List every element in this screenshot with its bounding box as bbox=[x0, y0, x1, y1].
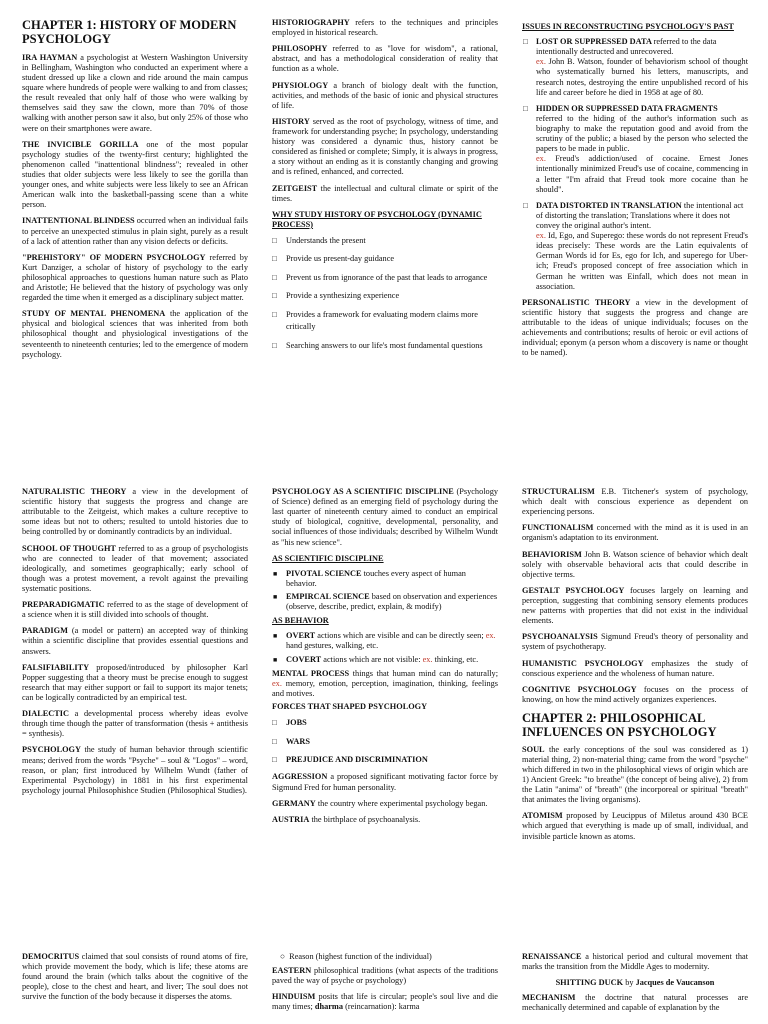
definition: the birthplace of psychoanalysis. bbox=[311, 814, 421, 824]
definition: John B. Watson science of behavior which dealt solely with observable behavioral acts that could describe in objective terms. bbox=[522, 549, 748, 579]
list-item bbox=[272, 717, 498, 729]
definition: a view in the development of scientific history that suggests the progress and change are attributable to the Zeitgeist, which makes a culture receptive to some ideas but not to others; resulted to untold histories due to being controlled by or dominantly contradicts by an individual. bbox=[22, 487, 248, 537]
entry-hinduism bbox=[272, 992, 498, 1012]
term: FUNCTIONALISM bbox=[522, 523, 594, 533]
entry-falsifiability bbox=[22, 663, 248, 703]
definition: emphasizes the study of conscious experience and the wholeness of human nature. bbox=[522, 658, 748, 678]
definition: E.B. Titchener's system of psychology, which dealt with conscious experience as dependent on experiencing persons. bbox=[522, 487, 748, 517]
issue-title-text: DATA DISTORTED IN TRANSLATION bbox=[536, 200, 682, 210]
definition: based on observation and experiences (observe, describe, predict, explain, & modify) bbox=[286, 591, 498, 612]
column-1-row-2 bbox=[22, 487, 248, 802]
term: PHYSIOLOGY bbox=[272, 80, 329, 90]
definition: the doctrine that natural processes are mechanically determined and capable of explanation by the bbox=[522, 993, 748, 1013]
entry-mechanism bbox=[522, 993, 748, 1013]
term: ZEITGEIST bbox=[272, 183, 318, 193]
definition: touches every aspect of human behavior. bbox=[286, 568, 466, 588]
checkbox-bullet-icon: □ bbox=[523, 200, 528, 210]
definition: referred by Kurt Danziger, a scholar of history of psychology to the early philosophical approaches to questions human nature such as Plato and Aristotle; He believed that the history of psychology was only regarded the time when it emerged as a disciplinary subject matter. bbox=[22, 252, 249, 303]
checkbox-bullet-icon: □ bbox=[523, 37, 528, 47]
entry-zeitgeist bbox=[272, 184, 498, 204]
entry-atomism bbox=[522, 811, 748, 841]
entry-invicible-gorilla bbox=[22, 140, 248, 211]
list-item bbox=[272, 340, 498, 352]
example-text: Id, Ego, and Superego: these words do not represent Freud's ideas precisely: These words are the Latin equivalents of German Words id for Es, ego for Ich, and superego for Uber-ich; Freud's proposed concept of free association which in German he written was Einfall, which does not mean in association. bbox=[536, 231, 748, 291]
term: DEMOCRITUS bbox=[22, 952, 80, 961]
entry-ira-hayman bbox=[22, 53, 248, 134]
entry-inattentional-blindess bbox=[22, 216, 248, 246]
entry-personalistic-theory bbox=[522, 298, 748, 359]
why-study-list bbox=[272, 235, 498, 352]
list-item-text: JOBS bbox=[286, 718, 307, 728]
definition: occurred when an individual fails to perceive an unexpected stimulus in plain sight, purely as a result of a lack of attention rather than any vision defects or deficits. bbox=[22, 216, 248, 246]
square-bullet-icon: ■ bbox=[273, 569, 278, 578]
issue-title bbox=[522, 37, 748, 57]
term: THE INVICIBLE GORILLA bbox=[22, 139, 139, 149]
definition: the intellectual and cultural climate or spirit of the times. bbox=[272, 183, 498, 203]
term: NATURALISTIC THEORY bbox=[22, 487, 127, 496]
entry-mental-phenomena bbox=[22, 309, 248, 360]
list-item-text: Searching answers to our life's most fundamental questions bbox=[286, 340, 483, 350]
term: MENTAL PROCESS bbox=[272, 668, 350, 678]
issue-example bbox=[522, 154, 748, 194]
list-item bbox=[272, 309, 498, 334]
definition: actions which are not visible: bbox=[323, 654, 421, 664]
list-item bbox=[272, 655, 498, 665]
entry-structuralism bbox=[522, 487, 748, 517]
list-item-text: Provide a synthesizing experience bbox=[286, 291, 400, 301]
definition: a view in the development of scientific history that suggests the progress and change are attributable to the ideas of unique individuals; focuses on the achievements and contributions; results of heroic or evil actions of individual; eponym (a person whom a discovery is name or thought to be named). bbox=[522, 297, 748, 358]
column-3-row-1 bbox=[522, 18, 748, 364]
checkbox-bullet-icon: □ bbox=[272, 309, 277, 319]
definition: the application of the physical and biological sciences that was inherited from both philosophical thought and physiological investigations of the seventeenth to nineteenth centuries; led to the emergence of modern psychology. bbox=[22, 309, 249, 359]
entry-psychology bbox=[22, 745, 248, 796]
term: PERSONALISTIC THEORY bbox=[522, 297, 631, 307]
issue-hidden-data bbox=[522, 104, 748, 195]
checkbox-bullet-icon: □ bbox=[272, 736, 277, 746]
definition: things that human mind can do naturally; bbox=[352, 668, 499, 678]
term: FALSIFIABILITY bbox=[22, 662, 90, 672]
entry-preparadigmatic bbox=[22, 600, 248, 620]
checkbox-bullet-icon: □ bbox=[272, 718, 277, 728]
entry-scientific-discipline bbox=[272, 487, 498, 548]
entry-philosophy bbox=[272, 44, 498, 74]
shitting-duck-caption bbox=[522, 978, 748, 988]
term: INATTENTIONAL BLINDESS bbox=[22, 216, 135, 226]
square-bullet-icon: ■ bbox=[273, 592, 278, 601]
definition: concerned with the mind as it is used in an organism's adaptation to its environment. bbox=[522, 523, 748, 543]
caption-author: Jacques de Vaucanson bbox=[635, 978, 715, 988]
list-item bbox=[272, 754, 498, 766]
definition: a branch of biology dealt with the function, activities, and methods of the basic of ionic and physical structures of life. bbox=[272, 80, 498, 110]
term: COGNITIVE PSYCHOLOGY bbox=[522, 684, 637, 694]
definition: posits that life is circular; people's soul live and die many times; bbox=[272, 992, 498, 1012]
term: EASTERN bbox=[272, 966, 312, 976]
entry-humanistic bbox=[522, 659, 748, 679]
example-text: thinking, etc. bbox=[434, 654, 479, 664]
list-item bbox=[272, 736, 498, 748]
issue-definition: referred to the hiding of the author's information such as biography to make the reputation good and avoid from the scrutiny of the public; a biased by the person who selected the papers to be made in public. bbox=[536, 113, 748, 154]
term: RENAISSANCE bbox=[522, 952, 582, 961]
definition: the study of human behavior through scientific means; derived from the words "Psyche" – soul & "Logos" – word, reason, or plan; first introduced by Wilhelm Wundt (father of Experimental Psychology) in 1881 in his first experimental psychology journal Philosophishce Studien (Philosophical Studies). bbox=[22, 745, 248, 795]
checkbox-bullet-icon: □ bbox=[272, 754, 277, 764]
entry-behaviorism bbox=[522, 550, 748, 580]
term: PARADIGM bbox=[22, 626, 68, 636]
list-item bbox=[272, 631, 498, 651]
definition: a proposed significant motivating factor force by Sigmund Fred for human personality. bbox=[272, 772, 499, 792]
issue-example bbox=[522, 231, 748, 292]
checkbox-bullet-icon: □ bbox=[523, 103, 528, 113]
term: GESTALT PSYCHOLOGY bbox=[522, 585, 625, 595]
definition: the early conceptions of the soul was considered as 1) material thing, 2) non-material thing; came from the word "psyche" which differed in two in the philosophical views of origin which are 1) Ancient Greek: "to breathe" (the concept of being alive), 2) from the Latin "anima" of "breath" (the incorporeal or spiritual "breath" that animates the living organisms). bbox=[522, 744, 748, 805]
entry-dialectic bbox=[22, 709, 248, 739]
chapter-1-title: CHAPTER 1: HISTORY OF MODERN PSYCHOLOGY bbox=[22, 18, 237, 47]
term: ATOMISM bbox=[522, 811, 563, 821]
definition: focuses on the process of knowing, on how the mind actively organizes experiences. bbox=[522, 684, 748, 704]
column-3-row-2 bbox=[522, 487, 748, 848]
entry-soul bbox=[522, 745, 748, 806]
entry-paradigm bbox=[22, 626, 248, 656]
entry-physiology bbox=[272, 81, 498, 111]
entry-prehistory bbox=[22, 253, 248, 304]
as-behavior-heading: AS BEHAVIOR bbox=[272, 616, 329, 626]
entry-germany bbox=[272, 799, 498, 809]
column-1-row-1 bbox=[22, 18, 248, 366]
example-text: hand gestures, walking, etc. bbox=[286, 641, 379, 651]
entry-psychoanalysis bbox=[522, 632, 748, 652]
list-item bbox=[272, 290, 498, 302]
definition: referred to as the stage of development of a science when it is still divided into schools of thought. bbox=[22, 600, 248, 620]
term: PREPARADIGMATIC bbox=[22, 600, 105, 610]
term: AUSTRIA bbox=[272, 814, 310, 824]
entry-eastern bbox=[272, 966, 498, 986]
list-item-text: PREJUDICE AND DISCRIMINATION bbox=[286, 754, 428, 764]
list-item-text: Understands the present bbox=[286, 235, 366, 245]
list-item-text: Provides a framework for evaluating modern claims more critically bbox=[286, 309, 478, 332]
checkbox-bullet-icon: □ bbox=[272, 235, 277, 245]
column-1-row-3 bbox=[22, 952, 248, 1009]
as-scientific-discipline-heading: AS SCIENTIFIC DISCIPLINE bbox=[272, 553, 384, 563]
term: GERMANY bbox=[272, 798, 316, 808]
list-item-text: Reason (highest function of the individual) bbox=[289, 952, 432, 961]
square-bullet-icon: ■ bbox=[273, 632, 278, 641]
term: EMPIRCAL SCIENCE bbox=[286, 591, 370, 601]
term: PHILOSOPHY bbox=[272, 44, 328, 54]
forces-list bbox=[272, 717, 498, 766]
term: PSYCHOLOGY AS A SCIENTIFIC DISCIPLINE bbox=[272, 487, 454, 496]
term: IRA HAYMAN bbox=[22, 52, 78, 62]
definition: claimed that soul consists of round atoms of fire, which provide movement the body, which is life; these atoms are found around the brain (which talks about the cognitive of the people), close to the chest and heart, and liver; The soul does not survive the function of the body because it disperses the atoms. bbox=[22, 952, 248, 1002]
entry-naturalistic-theory bbox=[22, 487, 248, 538]
behavior-list bbox=[272, 631, 498, 664]
definition: (reincarnation): karma bbox=[345, 1002, 420, 1012]
entry-aggression bbox=[272, 772, 498, 792]
column-2-row-3 bbox=[272, 952, 498, 1019]
term: HISTORIOGRAPHY bbox=[272, 18, 350, 27]
checkbox-bullet-icon: □ bbox=[272, 254, 277, 264]
definition: proposed by Leucippus of Miletus around 430 BCE which argued that everything is made up of small, individual, and invisible particle known as atoms. bbox=[522, 811, 748, 841]
example-text: John B. Watson, founder of behaviorism school of thought who systematically burned his letters, manuscripts, and research notes, destroying the entire unpublished record of his life and career before he died in 1958 at age of 80. bbox=[536, 57, 748, 97]
list-item bbox=[272, 253, 498, 265]
definition: served as the root of psychology, witness of time, and framework for understanding psyche; In psychology, understanding history was considered a dynamic thus, history cannot be considered as finished or complete; Simply, it is always in progress, a story without an ending as it is constantly changing and growing and is refined, enhanced, and corrected. bbox=[272, 116, 498, 177]
definition: referred to as a group of psychologists who are connected to leader of that movement; associated ideologically, and sometimes geographically; early school of though was a protest movement, a revolt against the prevailing systematic positions. bbox=[22, 543, 249, 593]
list-item bbox=[272, 272, 498, 284]
example-label: ex. bbox=[536, 231, 546, 241]
term: HINDUISM bbox=[272, 992, 316, 1002]
issue-title-text: HIDDEN OR SUPPRESSED DATA FRAGMENTS bbox=[536, 103, 718, 113]
example-label: ex. bbox=[272, 678, 282, 688]
issue-title bbox=[522, 201, 748, 231]
entry-gestalt bbox=[522, 586, 748, 626]
issue-definition: referred to the data intentionally destructed and unrecovered. bbox=[536, 37, 717, 57]
term: STUDY OF MENTAL PHENOMENA bbox=[22, 309, 166, 319]
term: PSYCHOLOGY bbox=[22, 745, 82, 755]
entry-austria bbox=[272, 815, 498, 825]
list-item bbox=[272, 569, 498, 589]
entry-functionalism bbox=[522, 523, 748, 543]
term: MECHANISM bbox=[522, 993, 576, 1003]
term: SOUL bbox=[522, 744, 545, 754]
definition: a psychologist at Western Washington University in Bellingham, Washington who conducted an experiment where a student dressed up like a clown and ride around the main campus square where hundreds of people were walking to and from classes; the result revealed that only half of those who were walking by themselves said they saw the clown, more than 70% of those walking with another person saw it also, but only 25% of those who were on their smartphones were aware. bbox=[22, 52, 248, 133]
definition: Sigmund Freud's theory of personality and system of psychotherapy. bbox=[522, 632, 748, 652]
definition: (Psychology of Science) defined as an emerging field of psychology during the last quarter of nineteenth century aimed to conduct an empirical study of biological, cognitive, developmental, personality, and social influences of those individuals; described by Wilhelm Wundt as "his new science". bbox=[272, 487, 498, 547]
issue-lost-data bbox=[522, 37, 748, 98]
definition: (a model or pattern) an accepted way of thinking within a scientific discipline that provides essential questions and answers. bbox=[22, 626, 248, 656]
column-2-row-1 bbox=[272, 18, 498, 358]
square-bullet-icon: ■ bbox=[273, 655, 278, 664]
checkbox-bullet-icon: □ bbox=[272, 340, 277, 350]
list-item bbox=[272, 235, 498, 247]
checkbox-bullet-icon: □ bbox=[272, 291, 277, 301]
example-text: memory, emotion, perception, imagination, thinking, feelings and motives. bbox=[272, 678, 498, 698]
entry-democritus bbox=[22, 952, 248, 1003]
term: PIVOTAL SCIENCE bbox=[286, 568, 362, 578]
caption-by: by bbox=[625, 978, 634, 988]
example-text: Freud's addiction/used of cocaine. Ernest Jones intentionally minimized Freud's use of cocaine, commencing in a letter "I'm afraid that Freud took more cocaine than he should". bbox=[536, 154, 748, 194]
example-label: ex. bbox=[422, 654, 433, 664]
definition: philosophical traditions (what aspects of the traditions paved the way of psyche or psychology) bbox=[272, 966, 499, 986]
sub-list-item bbox=[272, 952, 498, 962]
term: SCHOOL OF THOUGHT bbox=[22, 543, 116, 553]
scientific-list bbox=[272, 569, 498, 612]
list-item bbox=[272, 592, 498, 612]
term: HUMANISTIC PSYCHOLOGY bbox=[522, 658, 644, 668]
definition: the country where experimental psychology began. bbox=[317, 798, 488, 808]
definition: actions which are visible and can be directly seen; bbox=[317, 631, 484, 641]
column-2-row-2 bbox=[272, 487, 498, 831]
entry-cognitive bbox=[522, 685, 748, 705]
entry-mental-process bbox=[272, 669, 498, 699]
issue-translation bbox=[522, 201, 748, 292]
term: "PREHISTORY" OF MODERN PSYCHOLOGY bbox=[22, 252, 206, 262]
why-study-heading: WHY STUDY HISTORY OF PSYCHOLOGY (DYNAMIC PROCESS) bbox=[272, 209, 482, 229]
chapter-2-title: CHAPTER 2: PHILOSOPHICAL INFLUENCES ON PSYCHOLOGY bbox=[522, 710, 717, 740]
definition: proposed/introduced by philosopher Karl Popper suggesting that a theory must be precise enough to suggest research that may either support or fail to support its major tenets; can be logically contradicted by an empirical test. bbox=[22, 662, 249, 702]
list-item-text: Prevent us from ignorance of the past that leads to arrogance bbox=[286, 272, 488, 282]
example-label: ex. bbox=[536, 154, 546, 164]
term: HISTORY bbox=[272, 116, 310, 126]
issue-title bbox=[522, 104, 748, 114]
term: OVERT bbox=[286, 631, 316, 641]
entry-historiography bbox=[272, 18, 498, 38]
term: dharma bbox=[314, 1002, 343, 1012]
issue-definition: the intentional act of distorting the translation; Translations where it does not convey the original author's intent. bbox=[536, 200, 744, 230]
term: AGGRESSION bbox=[272, 772, 328, 782]
definition: a historical period and cultural movement that marks the transition from the Middle Ages to modernity. bbox=[522, 952, 749, 972]
definition: a developmental process whereby ideas evolve through time though the patter of transformation (thesis + antithesis = synthesis). bbox=[22, 709, 248, 739]
term: STRUCTURALISM bbox=[522, 487, 595, 496]
issue-example bbox=[522, 57, 748, 97]
caption-title: SHITTING DUCK bbox=[555, 978, 624, 988]
definition: refers to the techniques and principles employed in historical research. bbox=[272, 18, 498, 38]
definition: one of the most popular psychology studies of the twenty-first century; highlighted the phenomenon called "inattentional blindness"; revealed in other studies that older subjects were less likely to see the gorilla than younger ones, and white subjects were less likely to see an African American walk into the basketball-passing scene than a white person. bbox=[22, 139, 248, 210]
term: DIALECTIC bbox=[22, 709, 70, 719]
entry-school-of-thought bbox=[22, 544, 248, 595]
issues-heading: ISSUES IN RECONSTRUCTING PSYCHOLOGY'S PAST bbox=[522, 22, 734, 31]
term: PSYCHOANALYSIS bbox=[522, 632, 598, 642]
entry-history bbox=[272, 117, 498, 178]
entry-renaissance bbox=[522, 952, 748, 972]
circle-bullet-icon: ○ bbox=[280, 952, 286, 961]
list-item-text: Provide us present-day guidance bbox=[286, 254, 395, 264]
example-label: ex. bbox=[485, 631, 496, 641]
column-3-row-3 bbox=[522, 952, 748, 1020]
term: COVERT bbox=[286, 654, 322, 664]
list-item-text: WARS bbox=[286, 736, 310, 746]
definition: referred to as "love for wisdom", a rational, abstract, and has a methodological consideration of reality that function as a whole. bbox=[272, 44, 498, 74]
term: BEHAVIORISM bbox=[522, 549, 582, 559]
definition: focuses largely on learning and perception, suggesting that combining sensory elements produces new patterns with properties that did not exist in the individual elements. bbox=[522, 585, 748, 626]
forces-heading: FORCES THAT SHAPED PSYCHOLOGY bbox=[272, 701, 428, 711]
example-label: ex. bbox=[536, 57, 546, 67]
checkbox-bullet-icon: □ bbox=[272, 272, 277, 282]
issue-title-text: LOST OR SUPPRESSED DATA bbox=[536, 37, 652, 47]
